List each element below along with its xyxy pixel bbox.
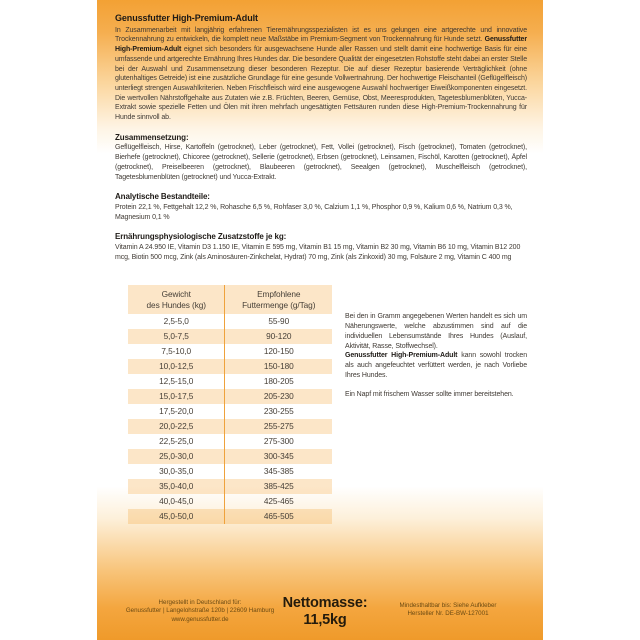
side-note-approx-values: Bei den in Gramm angegebenen Werten handelt es sich um Näherungswerte, welche abzustimmen sind auf die individuellen Lebensumstände Ihres Hundes (Auslauf, Aktivität, Rasse, Stoffwechsel). bbox=[345, 313, 527, 350]
table-row bbox=[128, 509, 332, 524]
table-cell: 205-230 bbox=[225, 389, 332, 404]
best-before-line: Mindesthaltbar bis: Siehe Aufkleber bbox=[399, 602, 497, 609]
table-cell: 55-90 bbox=[225, 314, 332, 329]
table-cell: 25,0-30,0 bbox=[128, 449, 225, 464]
table-cell: 255-275 bbox=[225, 419, 332, 434]
website-url: www.genussfutter.de bbox=[171, 615, 229, 623]
table-cell: 15,0-17,5 bbox=[128, 389, 225, 404]
table-row bbox=[128, 434, 332, 449]
side-note-water: Ein Napf mit frischem Wasser sollte immer bereitstehen. bbox=[345, 391, 514, 399]
analytical-heading: Analytische Bestandteile: bbox=[115, 192, 210, 202]
label-content bbox=[115, 14, 527, 524]
table-cell: 10,0-12,5 bbox=[128, 359, 225, 374]
feeding-table bbox=[128, 285, 332, 524]
table-cell: 30,0-35,0 bbox=[159, 466, 194, 477]
table-cell: 275-300 bbox=[225, 434, 332, 449]
table-row bbox=[128, 374, 332, 389]
feeding-side-notes bbox=[345, 312, 527, 524]
amount-header-line2: Futtermenge (g/Tag) bbox=[242, 299, 316, 310]
table-cell: 35,0-40,0 bbox=[128, 479, 225, 494]
amount-header-line1: Empfohlene bbox=[257, 289, 301, 300]
analytical-body: Protein 22,1 %, Fettgehalt 12,2 %, Rohasche 6,5 %, Rohfaser 3,0 %, Calzium 1,1 %, Phosphor 0,9 %, Kalium 0,6 %, Natrium 0,3 %, Magnesium 0,1 % bbox=[115, 203, 513, 221]
amount-column-header bbox=[225, 285, 332, 314]
table-row bbox=[128, 479, 332, 494]
address-line: Genussfutter | Langelohstraße 120b | 22609 Hamburg bbox=[125, 607, 275, 615]
table-cell: 90-120 bbox=[225, 329, 332, 344]
table-cell: 45,0-50,0 bbox=[128, 509, 225, 524]
feeding-table-header bbox=[128, 285, 332, 314]
table-cell: 120-150 bbox=[225, 344, 332, 359]
intro-bold-product-name: Genussfutter High-Premium-Adult bbox=[115, 36, 527, 54]
table-cell: 2,5-5,0 bbox=[163, 316, 189, 327]
side-note-bold-product-name: Genussfutter High-Premium-Adult bbox=[345, 352, 458, 360]
intro-paragraph bbox=[115, 26, 527, 123]
table-row bbox=[128, 314, 332, 329]
composition-heading: Zusammensetzung: bbox=[115, 132, 189, 142]
table-cell: 7,5-10,0 bbox=[161, 346, 192, 357]
manufacturer-number: Hersteller Nr. DE-BW-127001 bbox=[407, 610, 489, 618]
weight-header-line2: des Hundes (kg) bbox=[146, 299, 206, 310]
net-weight-value: 11,5kg bbox=[303, 611, 347, 628]
made-in-line: Hergestellt in Deutschland für: bbox=[158, 599, 242, 606]
table-row bbox=[128, 389, 332, 404]
table-row bbox=[128, 449, 332, 464]
feeding-table-body bbox=[128, 314, 332, 524]
table-cell: 180-205 bbox=[225, 374, 332, 389]
intro-part1: In Zusammenarbeit mit langjährig erfahrenen Tierernährungsspezialisten ist es uns gelungen eine artgerechte und innovative Trockennahrung zu entwickeln, die komplett neue Maßstäbe im Premium-Segment von Trockennahrung für Hunde setzt. bbox=[115, 26, 527, 44]
table-row bbox=[128, 464, 332, 479]
product-title: Genussfutter High-Premium-Adult bbox=[115, 13, 258, 23]
table-cell: 385-425 bbox=[225, 479, 332, 494]
net-weight-label: Nettomasse: bbox=[282, 595, 368, 611]
composition-body: Geflügelfleisch, Hirse, Kartoffeln (getrocknet), Leber (getrocknet), Fett, Vollei (getrocknet), Fisch (getrocknet), Tomaten (getrocknet), Bierhefe (getrocknet), Chicoree (getrocknet), Sellerie (getrocknet), Erbsen (getrocknet), Leinsamen, Fischöl, Karotten (getrocknet), Äpfel (getrocknet), Preiselbeeren (getrocknet), Blaubeeren (getrocknet), Seealgen (getrocknet), Muschelfleisch (getrocknet), Tagetesblumenblüten (getrocknet) und Yucca-Extrakt. bbox=[115, 144, 527, 181]
table-cell: 230-255 bbox=[225, 404, 332, 419]
side-note-feeding-method-text: kann sowohl trocken als auch angefeuchtet verfüttert werden, je nach Vorliebe Ihres Hundes. bbox=[345, 352, 527, 379]
table-cell: 425-465 bbox=[225, 494, 332, 509]
table-cell: 12,5-15,0 bbox=[159, 376, 194, 387]
table-cell: 22,5-25,0 bbox=[159, 436, 194, 447]
weight-column-header bbox=[128, 285, 225, 314]
label-footer bbox=[97, 597, 543, 635]
net-weight bbox=[265, 595, 385, 628]
additives-heading: Ernährungsphysiologische Zusatzstoffe je kg: bbox=[115, 232, 287, 242]
table-cell: 5,0-7,5 bbox=[128, 329, 225, 344]
intro-part2: eignet sich besonders für ausgewachsene Hunde aller Rassen und stellt damit eine hochwertige Basis für eine umfassende und artgerechte Ernährung Ihres Hundes dar. Die besondere Qualität der eingesetzten Rohstoffe steht dabei an erster Stelle bei der Auswahl und Zusammensetzung dieser besonderen Rezeptur. Die auf dieser Rezeptur basierende Verträglichkeit (ohne glutenhaltiges Getreide) ist eine zusätzliche Grundlage für eine gesunde Vollwertnahrung. Der hochwertige Fleischanteil (Geflügelfleisch) unterliegt strengen Auswahlkriterien. Neben Frischfleisch wird eine ausgewogene Auswahl hochwertiger Eiweißkomponenten eingesetzt. Die wertvollen Nährstoffgehalte aus Zutaten wie z.B. Früchten, Beeren, Gemüse, Obst, Meeresprodukten, Tagetesblumenblüten, Yucca-Extrakt sowie spezielle Fetten und Ölen mit ihren mehrfach ungesättigten Fettsäuren runden diese High-Premium-Trockennahrung für Hunde sinnvoll ab. bbox=[115, 46, 527, 122]
table-row bbox=[128, 419, 332, 434]
table-cell: 20,0-22,5 bbox=[128, 419, 225, 434]
feeding-section bbox=[115, 285, 527, 524]
weight-header-line1: Gewicht bbox=[161, 289, 191, 300]
table-cell: 150-180 bbox=[225, 359, 332, 374]
additives-body: Vitamin A 24.950 IE, Vitamin D3 1.150 IE, Vitamin E 595 mg, Vitamin B1 15 mg, Vitamin B2 30 mg, Vitamin B6 10 mg, Vitamin B12 200 mcg, Biotin 500 mcg, Zink (als Aminosäuren-Zinkchelat, Hydrat) 70 mg, Zink (als Zinkoxid) 30 mg, Folsäure 2 mg, Vitamin C 400 mg bbox=[115, 244, 521, 261]
side-note-feeding-method bbox=[345, 351, 527, 380]
table-row bbox=[128, 404, 332, 419]
table-cell: 40,0-45,0 bbox=[159, 496, 194, 507]
table-row bbox=[128, 344, 332, 359]
table-cell: 17,5-20,0 bbox=[159, 406, 194, 417]
table-cell: 465-505 bbox=[225, 509, 332, 524]
table-row bbox=[128, 329, 332, 344]
table-row bbox=[128, 359, 332, 374]
best-before-info bbox=[378, 602, 518, 619]
dog-food-label bbox=[97, 0, 543, 640]
table-cell: 300-345 bbox=[225, 449, 332, 464]
table-row bbox=[128, 494, 332, 509]
table-cell: 345-385 bbox=[225, 464, 332, 479]
manufacturer-address bbox=[120, 599, 280, 624]
